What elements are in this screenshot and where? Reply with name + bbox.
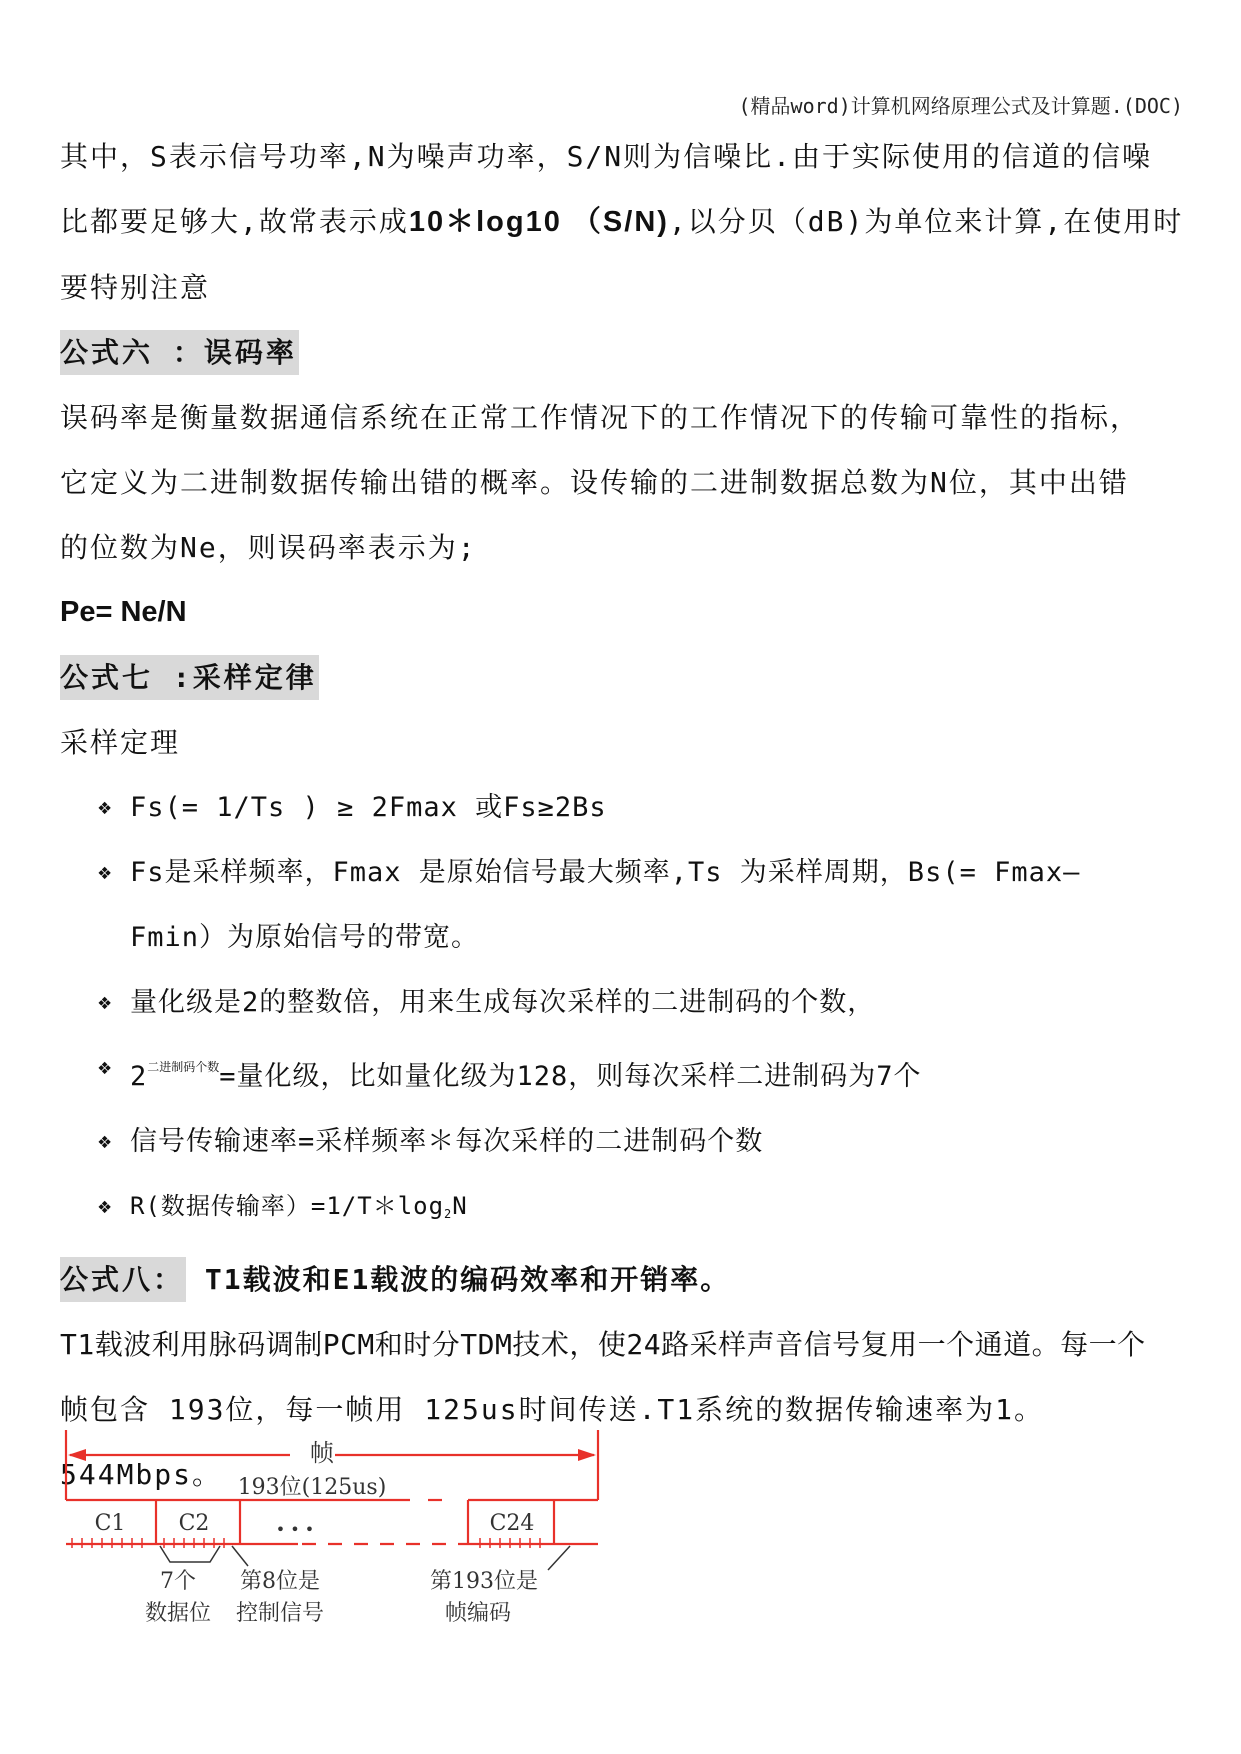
section-8-title-rest: T1载波和E1载波的编码效率和开销率。 (186, 1263, 731, 1296)
intro-text: 比都要足够大,故常表示成 (60, 205, 409, 238)
list-item-continuation (98, 905, 1190, 970)
section-7-title: 公式七 :采样定律 (60, 655, 319, 700)
note-control-line1: 第8位是 (240, 1569, 320, 1594)
diamond-bullet-icon: ❖ (98, 1194, 113, 1219)
t1-frame-diagram (60, 1430, 620, 1690)
list-item (98, 970, 1190, 1035)
intro-line-2 (60, 189, 1190, 255)
list-item (98, 1035, 1190, 1109)
bullet-text: 2 (130, 1061, 148, 1092)
list-item (98, 775, 1190, 840)
section-6-paragraph-3: 的位数为Ne，则误码率表示为; (60, 531, 477, 564)
list-item (98, 840, 1190, 905)
section-6-title: 公式六 ：误码率 (60, 330, 299, 375)
t1-frame-svg (60, 1430, 620, 1690)
diamond-bullet-icon: ❖ (98, 860, 113, 885)
intro-text-tail: ,以分贝（dB)为单位来计算,在使用时 (668, 205, 1184, 238)
ellipsis-label: • • • (275, 1520, 315, 1539)
note-data-bits-line2: 数据位 (144, 1601, 212, 1626)
diamond-bullet-icon: ❖ (98, 1055, 113, 1080)
diamond-bullet-icon: ❖ (98, 1129, 113, 1154)
note-data-bits-line1: 7个 (160, 1569, 196, 1594)
note-frame-code-line2: 帧编码 (444, 1601, 512, 1626)
bullet-text: Fmin）为原始信号的带宽。 (130, 922, 480, 953)
document-header: (精品word)计算机网络原理公式及计算题.(DOC) (738, 94, 1183, 118)
note-control-line2: 控制信号 (235, 1601, 325, 1626)
bullet-text: Fs(= 1/Ts ) ≥ 2Fmax 或Fs≥2Bs (130, 792, 607, 823)
bullet-text: Fs是采样频率，Fmax 是原始信号最大频率,Ts 为采样周期，Bs(= Fmax— (130, 857, 1081, 888)
section-8-heading (60, 1247, 1190, 1312)
frame-label: 帧 (310, 1439, 334, 1467)
bullet-text: 信号传输速率=采样频率＊每次采样的二进制码个数 (130, 1126, 764, 1157)
section-6-paragraph-2: 它定义为二进制数据传输出错的概率。设传输的二进制数据总数为N位，其中出错 (60, 466, 1129, 499)
sampling-bullet-list (60, 775, 1190, 1247)
note-frame-code-line1: 第193位是 (430, 1569, 538, 1594)
intro-line-1: 其中，S表示信号功率,N为噪声功率，S/N则为信噪比.由于实际使用的信道的信噪 (60, 140, 1153, 173)
subscript: 2 (444, 1207, 453, 1221)
bullet-text: 量化级是2的整数倍，用来生成每次采样的二进制码的个数， (130, 987, 876, 1018)
document-body (60, 124, 1190, 1507)
diamond-bullet-icon: ❖ (98, 990, 113, 1015)
bullet-text: =量化级，比如量化级为128，则每次采样二进制码为7个 (219, 1061, 922, 1092)
section-6-paragraph-1: 误码率是衡量数据通信系统在正常工作情况下的工作情况下的传输可靠性的指标， (60, 401, 1141, 434)
section-6-heading (60, 320, 1190, 385)
slot-c2-label: C2 (178, 1511, 210, 1536)
slot-c1-label: C1 (94, 1511, 126, 1536)
section-7-subtitle: 采样定理 (60, 726, 181, 759)
frame-bits-label: 193位(125us) (237, 1475, 387, 1500)
section-8-paragraph-1: T1载波利用脉码调制PCM和时分TDM技术，使24路采样声音信号复用一个通道。每一个 (60, 1328, 1146, 1361)
section-8-paragraph-2: 帧包含 193位，每一帧用 125us时间传送.T1系统的数据传输速率为1。544Mbps。 (60, 1393, 1045, 1491)
intro-line-3: 要特别注意 (60, 271, 211, 304)
section-7-heading (60, 645, 1190, 710)
section-8-title: 公式八： (60, 1257, 186, 1302)
slot-c24-label: C24 (489, 1511, 535, 1536)
diamond-bullet-icon: ❖ (98, 795, 113, 820)
bullet-text: R(数据传输率）=1/T＊log (130, 1192, 445, 1220)
list-item (98, 1174, 1190, 1247)
list-item (98, 1109, 1190, 1174)
intro-formula: 10＊log10 （S/N) (408, 206, 669, 238)
error-rate-formula: Pe= Ne/N (60, 596, 187, 628)
superscript: 二进制码个数 (147, 1060, 220, 1074)
bullet-text: N (452, 1192, 468, 1220)
